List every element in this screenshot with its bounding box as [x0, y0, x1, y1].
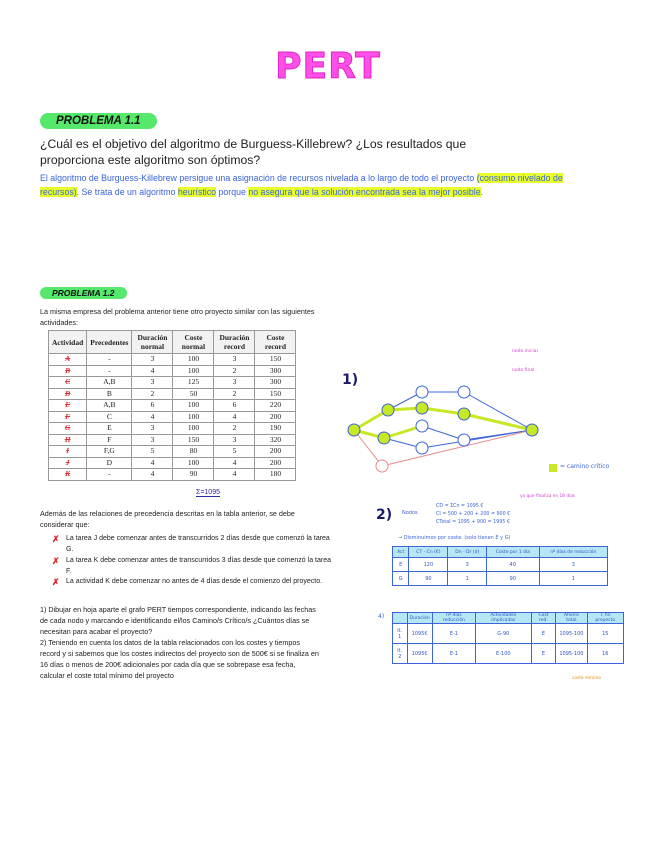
column-header: T. fin proyecto: [587, 613, 624, 624]
column-header: Ahorro total: [556, 613, 587, 624]
table-cell: 3: [448, 558, 487, 572]
critical-path-note: = camino crítico: [560, 463, 610, 470]
pink-note: ya que finaliza en 18 días: [520, 494, 576, 499]
table-cell: 4: [132, 469, 173, 481]
table-cell: 5: [132, 446, 173, 458]
table-cell: 4: [132, 365, 173, 377]
activity-cell: B: [49, 365, 87, 377]
table-cell: 90: [487, 572, 540, 586]
column-header: Act: [393, 547, 409, 558]
table-cell: E-100: [476, 644, 531, 664]
column-header: nº días de reducción: [539, 547, 607, 558]
answer-1-label: 1): [342, 372, 359, 388]
table-cell: 120: [409, 558, 448, 572]
table-cell: it. 2: [393, 644, 408, 664]
table-cell: E-1: [432, 624, 475, 644]
table-header-row: [393, 613, 624, 624]
table-cell: 300: [255, 365, 296, 377]
cross-icon: ✗: [52, 556, 60, 566]
direct-cost: CD = ΣCn = 1095 €: [436, 504, 484, 509]
answer-highlight: heurístico: [177, 187, 217, 197]
table-cell: G: [393, 572, 409, 586]
table-cell: 16: [587, 644, 624, 664]
table-row: [49, 469, 296, 481]
table-header-row: [393, 547, 608, 558]
precedence-bullet: [52, 556, 334, 577]
table-cell: E: [393, 558, 409, 572]
table-cell: 180: [255, 469, 296, 481]
precedence-bullet: [52, 534, 334, 555]
bullet-text: La tarea J debe comenzar antes de transcurridos 2 días desde que comenzó la tarea G.: [66, 535, 330, 553]
activity-cell: E: [49, 400, 87, 412]
answer-highlight: no asegura que la solución encontrada sea la mejor posible: [248, 187, 481, 197]
table-cell: G-90: [476, 624, 531, 644]
table-cell: A,B: [87, 400, 132, 412]
column-header: nº días reducción: [432, 613, 475, 624]
question-1: 1) Dibujar en hoja aparte el grafo PERT tiempos correspondiente, indicando las fechas de cada nodo y marcando e identificando el/los Camino/s Crítico/s ¿Cuántos días se necesitan para acabar el proyecto?: [40, 605, 316, 636]
costs-block: [436, 503, 510, 527]
table-row: [49, 457, 296, 469]
reduce-title: → Disminuimos por coste: (solo tienen E y G): [398, 535, 511, 541]
table-row: [49, 446, 296, 458]
table-cell: it. 1: [393, 624, 408, 644]
cross-icon: ✗: [52, 577, 60, 587]
column-header: Duración record: [214, 331, 255, 354]
table-cell: 1095-100: [556, 644, 587, 664]
table-cell: 3: [132, 377, 173, 389]
activity-cell: C: [49, 377, 87, 389]
table-cell: 1: [448, 572, 487, 586]
table-cell: 100: [173, 354, 214, 366]
precedence-intro: Además de las relaciones de precedencia descritas en la tabla anterior, se debe considerar que:: [40, 509, 295, 529]
table-cell: 5: [214, 446, 255, 458]
table-cell: E-1: [432, 644, 475, 664]
column-header: CT - Cn (€): [409, 547, 448, 558]
table-row: [49, 411, 296, 423]
bullet-text: La actividad K debe comenzar no antes de 4 días desde el comienzo del proyecto.: [66, 578, 323, 585]
precedence-bullet: [52, 577, 334, 588]
activity-cell: K: [49, 469, 87, 481]
bullet-text: La tarea K debe comenzar antes de transcurridos 3 días desde que comenzó la tarea F.: [66, 557, 331, 575]
table-2-label: 4): [378, 613, 385, 620]
activity-cell: A: [49, 354, 87, 366]
iterations-table: [392, 612, 624, 664]
table-cell: 100: [173, 423, 214, 435]
column-header: Coste normal: [173, 331, 214, 354]
column-header: [393, 613, 408, 624]
table-row: [49, 388, 296, 400]
column-header: Dn - Dr (d): [448, 547, 487, 558]
table-row: [49, 400, 296, 412]
reduction-table: [392, 546, 608, 586]
page-title: PERT: [275, 46, 381, 87]
table-cell: 1: [539, 572, 607, 586]
table-cell: 2: [132, 388, 173, 400]
table-cell: 150: [173, 434, 214, 446]
table-cell: 6: [132, 400, 173, 412]
table-row: [393, 624, 624, 644]
column-header: Coste por 1 día: [487, 547, 540, 558]
table-row: [49, 434, 296, 446]
table-cell: 80: [173, 446, 214, 458]
table-cell: 2: [214, 423, 255, 435]
table-row: [393, 558, 608, 572]
table-cell: 1095-100: [556, 624, 587, 644]
table-cell: 90: [173, 469, 214, 481]
table-cell: 1095€: [407, 624, 432, 644]
legend-note-initial: nodo inicial: [512, 349, 538, 354]
problem-1-answer: [40, 171, 585, 199]
column-header: Actividad: [49, 331, 87, 354]
table-cell: 3: [539, 558, 607, 572]
table-cell: 2: [214, 388, 255, 400]
table-cell: E: [87, 423, 132, 435]
table-cell: F,G: [87, 446, 132, 458]
costs-label: Nodos: [402, 510, 418, 516]
indirect-cost: CI = 500 + 200 + 200 = 900 €: [436, 512, 511, 517]
table-cell: 200: [255, 457, 296, 469]
activities-table: [48, 330, 296, 481]
table-cell: 220: [255, 400, 296, 412]
table-cell: 4: [214, 411, 255, 423]
table-row: [393, 572, 608, 586]
table-cell: B: [87, 388, 132, 400]
table-cell: 3: [214, 377, 255, 389]
table-cell: 1095€: [407, 644, 432, 664]
answer-2-label: 2): [376, 507, 393, 523]
activity-cell: D: [49, 388, 87, 400]
table-cell: 4: [132, 411, 173, 423]
answer-part: .: [480, 187, 484, 197]
table-cell: 4: [214, 469, 255, 481]
problem-1-question: ¿Cuál es el objetivo del algoritmo de Burguess-Killebrew? ¿Los resultados que proporciona este algoritmo son óptimos?: [40, 137, 467, 167]
table-row: [49, 365, 296, 377]
column-header: Precedentes: [87, 331, 132, 354]
table-cell: 100: [173, 457, 214, 469]
table-cell: C: [87, 411, 132, 423]
table-row: [49, 377, 296, 389]
table-row: [49, 354, 296, 366]
legend-note-final: nodo final: [512, 368, 535, 373]
table-cell: -: [87, 469, 132, 481]
question-2: 2) Teniendo en cuenta los datos de la tabla relacionados con los costes y tiempos record y si sabemos que los costes indirectos del proyecto son de 500€ si se finaliza en 16 días o menos de 200€ adicionales por cada día que se sobrepase esa fecha, calcular el coste total mínimo del proyecto: [40, 638, 319, 680]
table-cell: 90: [409, 572, 448, 586]
column-header: Coste record: [255, 331, 296, 354]
activity-cell: G: [49, 423, 87, 435]
table-cell: 6: [214, 400, 255, 412]
table-cell: 100: [173, 400, 214, 412]
table-cell: 320: [255, 434, 296, 446]
table-cell: 100: [173, 411, 214, 423]
table-cell: 150: [255, 354, 296, 366]
cost-sum-note: Σ=1095: [196, 489, 220, 496]
table-cell: E: [531, 644, 556, 664]
column-header: Duración: [407, 613, 432, 624]
column-header: Duración normal: [132, 331, 173, 354]
table-cell: 3: [132, 434, 173, 446]
activity-cell: H: [49, 434, 87, 446]
answer-part: porque: [216, 187, 249, 197]
table-cell: 125: [173, 377, 214, 389]
table-cell: 3: [214, 434, 255, 446]
table-cell: 150: [255, 388, 296, 400]
table-cell: 4: [214, 457, 255, 469]
pert-graph: [340, 378, 550, 478]
table-cell: 300: [255, 377, 296, 389]
table-header-row: [49, 331, 296, 354]
table-cell: 190: [255, 423, 296, 435]
problem-1-tag: PROBLEMA 1.1: [40, 113, 157, 129]
table-cell: 3: [132, 354, 173, 366]
problem-2-tag: PROBLEMA 1.2: [40, 287, 127, 299]
table-cell: 3: [214, 354, 255, 366]
table-cell: 40: [487, 558, 540, 572]
activity-cell: J: [49, 457, 87, 469]
activity-cell: I: [49, 446, 87, 458]
cross-icon: ✗: [52, 534, 60, 544]
table-cell: 3: [132, 423, 173, 435]
table-cell: 100: [173, 365, 214, 377]
table-cell: 200: [255, 446, 296, 458]
table-cell: A,B: [87, 377, 132, 389]
table-cell: 2: [214, 365, 255, 377]
table-cell: 50: [173, 388, 214, 400]
table-cell: E: [531, 624, 556, 644]
activity-cell: F: [49, 411, 87, 423]
table-cell: -: [87, 354, 132, 366]
table-cell: 4: [132, 457, 173, 469]
column-header: Actividades implicadas: [476, 613, 531, 624]
table-cell: F: [87, 434, 132, 446]
table-row: [49, 423, 296, 435]
critical-swatch: [549, 464, 557, 472]
orange-note: coste mínimo: [572, 676, 602, 681]
table-cell: -: [87, 365, 132, 377]
table-cell: 200: [255, 411, 296, 423]
problem-2-intro: La misma empresa del problema anterior tiene otro proyecto similar con las siguientes actividades:: [40, 307, 315, 327]
answer-highlight: (consumo nivelado de recursos): [40, 173, 563, 197]
answer-part: El algoritmo de Burguess-Killebrew persigue una asignación de recursos nivelada a lo largo de todo el proyecto: [40, 173, 477, 183]
column-header: Cost red.: [531, 613, 556, 624]
table-row: [393, 644, 624, 664]
total-cost: CTotal = 1095 + 900 = 1995 €: [436, 520, 510, 525]
table-cell: D: [87, 457, 132, 469]
answer-part: . Se trata de un algoritmo: [76, 187, 178, 197]
table-cell: 15: [587, 624, 624, 644]
